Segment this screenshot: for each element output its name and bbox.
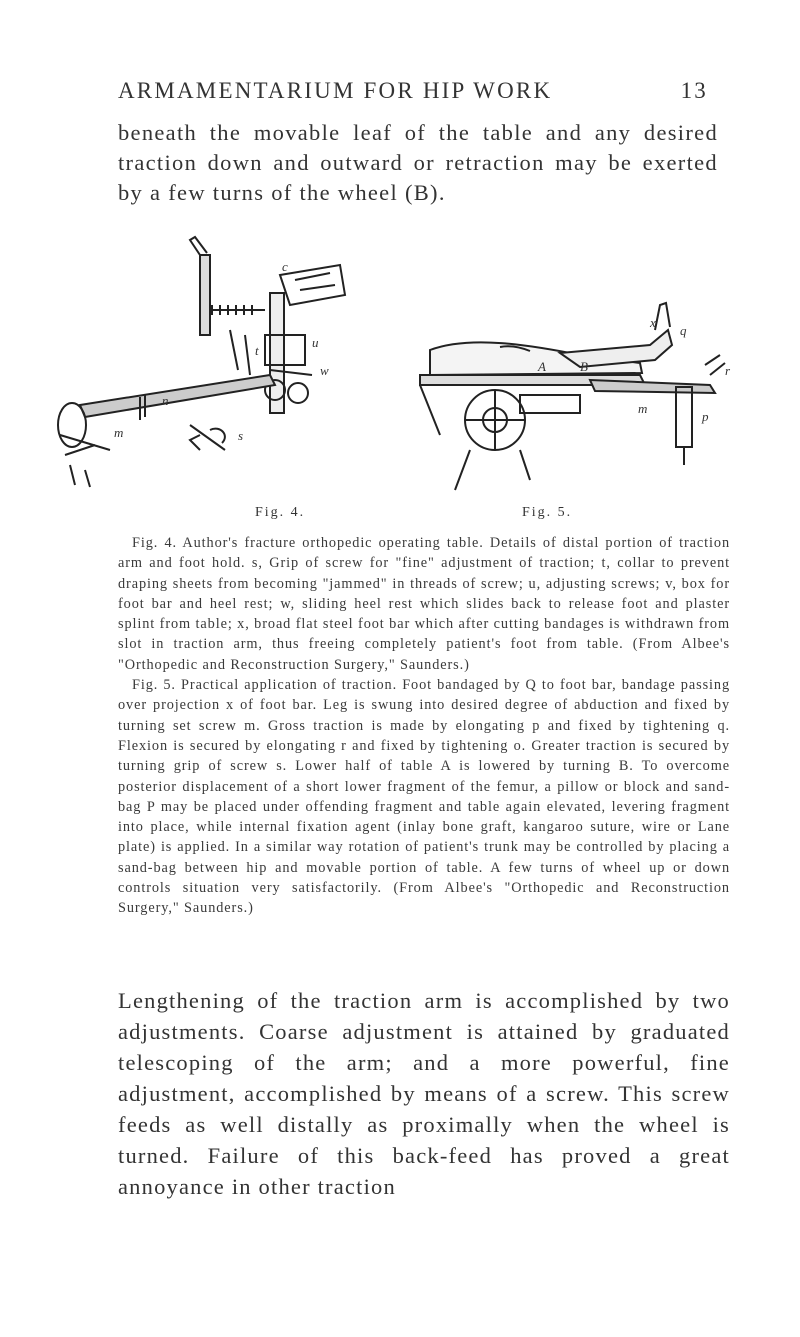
- fig5-label-b: B: [580, 359, 588, 374]
- fig5-label-x: x: [650, 315, 656, 330]
- running-head-title: ARMAMENTARIUM FOR HIP WORK: [118, 78, 553, 103]
- intro-paragraph: beneath the movable leaf of the table and any desired traction down and outward or retraction may be exerted by a few turns of the wheel (B).: [118, 120, 718, 205]
- fig5-label-a: A: [538, 359, 546, 374]
- figure-captions: [118, 533, 730, 919]
- fig4-label-w: w: [320, 363, 329, 378]
- figure-4-caption: Fig. 4. Author's fracture orthopedic operating table. Details of distal portion of traction arm and foot hold. s, Grip of screw for "fine" adjustment of traction; t, collar to prevent draping sheets from becoming "jammed" in threads of screw; u, adjusting screws; v, box for foot bar and heel rest; w, sliding heel rest which slides back to release foot and plaster splint from table; x, broad flat steel foot bar which after cutting bandages is withdrawn from slot in traction arm, thus freeing completely patient's foot from table. (From Albee's "Orthopedic and Reconstruction Surgery," Saunders.): [118, 535, 730, 673]
- figure-5-illustration: [410, 235, 740, 505]
- fig5-label-m: m: [638, 401, 648, 416]
- page-number: 13: [680, 78, 708, 103]
- fig4-label-u: u: [312, 335, 319, 350]
- body-paragraph: Lengthening of the traction arm is accomplished by two adjustments. Coarse adjustment is attained by graduated telescoping of the arm; and a more powerful, fine adjustment, accomplished by means of a screw. This screw feeds as well distally as proximally when the wheel is turned. Failure of this back-feed has proved a great annoyance in other traction: [118, 988, 730, 1199]
- fig5-label-q: q: [680, 323, 687, 338]
- fig5-label-p: p: [702, 409, 709, 424]
- figure-4-label: Fig. 4.: [255, 505, 306, 520]
- fig4-label-m: m: [114, 425, 124, 440]
- fig4-label-t: t: [255, 343, 259, 358]
- fig5-label-r: r: [725, 363, 731, 378]
- fig4-label-n: n: [162, 393, 169, 408]
- fig4-label-c: c: [282, 259, 288, 274]
- figure-5-label: Fig. 5.: [522, 505, 573, 520]
- figure-5-caption: Fig. 5. Practical application of traction. Foot bandaged by Q to foot bar, bandage passing over projection x of foot bar. Leg is swung into desired degree of abduction and fixed by turning set screw m. Gross traction is made by elongating p and fixed by tightening q. Flexion is secured by elongating r and fixed by tightening o. Greater traction is secured by turning grip of screw s. Lower half of table A is lowered by turning B. To overcome posterior displacement of a short lower fragment of the femur, a pillow or block and sand-bag P may be placed under offending fragment and table again elevated, levering fragment into place, while internal fixation agent (inlay bone graft, kangaroo suture, wire or Lane plate) is applied. In a similar way rotation of patient's trunk may be controlled by placing a sand-bag between hip and movable portion of table. A few turns of wheel up or down controls situation very satisfactorily. (From Albee's "Orthopedic and Reconstruction Surgery," Saunders.): [118, 677, 730, 917]
- figures-area: [50, 235, 750, 530]
- figure-4-illustration: [50, 235, 380, 505]
- fig4-label-s: s: [238, 428, 244, 443]
